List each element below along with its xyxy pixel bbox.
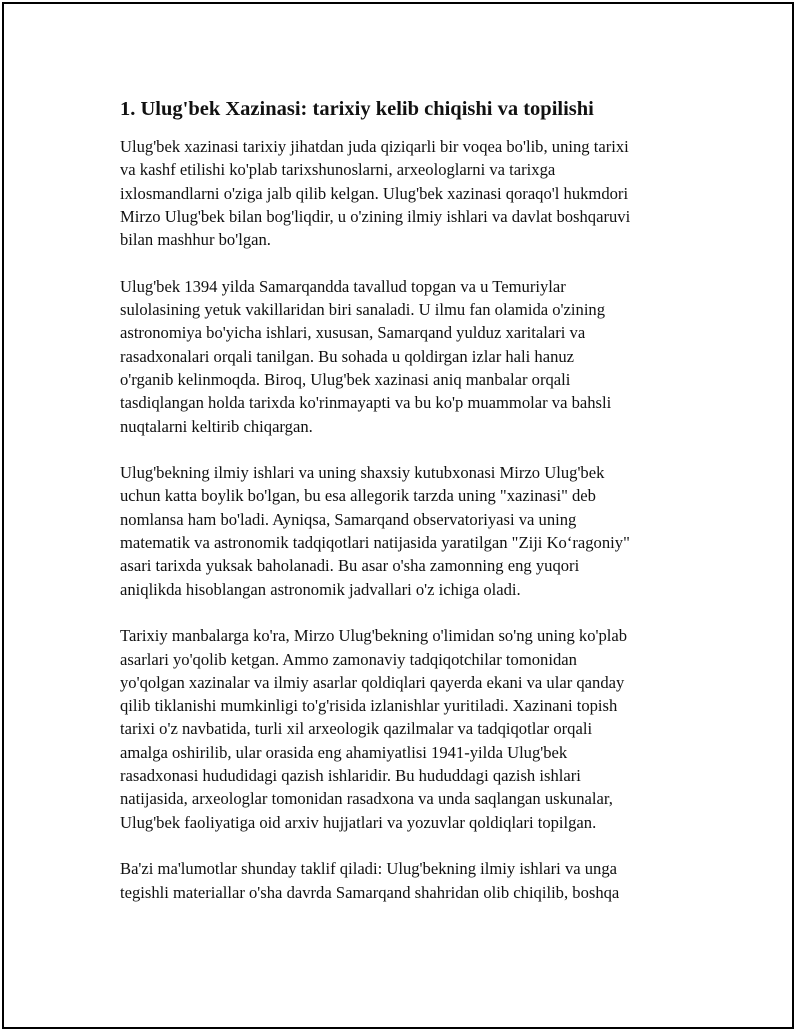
text-line: astronomiya bo'yicha ishlari, xususan, Samarqand yulduz xaritalari va: [120, 323, 586, 343]
paragraph-1: [120, 135, 692, 251]
text-line: ixlosmandlarni o'ziga jalb qilib kelgan. Ulug'bek xazinasi qoraqo'l hukmdori: [120, 183, 629, 203]
text-line: Ulug'bek xazinasi tarixiy jihatdan juda qiziqarli bir voqea bo'lib, uning tarixi: [120, 137, 629, 156]
text-line: o'rganib kelinmoqda. Biroq, Ulug'bek xazinasi aniq manbalar orqali: [120, 369, 571, 389]
text-line: rasadxonalari orqali tanilgan. Bu sohada u qoldirgan izlar hali hanuz: [120, 346, 575, 366]
text-line: nuqtalarni keltirib chiqargan.: [120, 416, 313, 436]
document-page: [2, 2, 794, 1029]
text-line: va kashf etilishi ko'plab tarixshunoslarni, arxeologlarni va tarixga: [120, 160, 556, 180]
text-line: uchun katta boylik bo'lgan, bu esa allegorik tarzda uning "xazinasi" deb: [120, 486, 596, 506]
text-line: matematik va astronomik tadqiqotlari natijasida yaratilgan "Ziji Ko‘ragoniy": [120, 533, 630, 553]
text-line: asarlari yo'qolib ketgan. Ammo zamonaviy tadqiqotchilar tomonidan: [120, 649, 577, 669]
paragraph-5: [120, 857, 692, 904]
text-line: yo'qolgan xazinalar va ilmiy asarlar qoldiqlari qayerda ekani va ular qanday: [120, 672, 625, 692]
text-line: amalga oshirilib, ular orasida eng ahamiyatlisi 1941-yilda Ulug'bek: [120, 742, 568, 762]
text-line: Ulug'bekning ilmiy ishlari va uning shaxsiy kutubxonasi Mirzo Ulug'bek: [120, 463, 605, 483]
text-line: tarixi o'z navbatida, turli xil arxeologik qazilmalar va tadqiqotlar orqali: [120, 719, 593, 739]
text-line: Ba'zi ma'lumotlar shunday taklif qiladi: Ulug'bekning ilmiy ishlari va unga: [120, 859, 618, 879]
text-line: bilan mashhur bo'lgan.: [120, 230, 271, 250]
paragraph-2: [120, 275, 692, 438]
text-line: tegishli materiallar o'sha davrda Samarqand shahridan olib chiqilib, boshqa: [120, 882, 620, 902]
paragraph-3: [120, 461, 692, 601]
text-line: tasdiqlangan holda tarixda ko'rinmayapti va bu ko'p muammolar va bahsli: [120, 393, 612, 413]
text-line: natijasida, arxeologlar tomonidan rasadxona va unda saqlangan uskunalar,: [120, 789, 613, 809]
document-body: [120, 96, 692, 927]
text-line: rasadxonasi hududidagi qazish ishlaridir. Bu hududdagi qazish ishlari: [120, 766, 581, 786]
section-heading: 1. Ulug'bek Xazinasi: tarixiy kelib chiqishi va topilishi: [120, 98, 594, 120]
text-line: aniqlikda hisoblangan astronomik jadvallari o'z ichiga oladi.: [120, 579, 521, 599]
text-line: Ulug'bek faoliyatiga oid arxiv hujjatlari va yozuvlar qoldiqlari topilgan.: [120, 812, 597, 832]
text-line: Tarixiy manbalarga ko'ra, Mirzo Ulug'bekning o'limidan so'ng uning ko'plab: [120, 626, 628, 646]
text-line: sulolasining yetuk vakillaridan biri sanaladi. U ilmu fan olamida o'zining: [120, 300, 606, 320]
paragraph-4: [120, 624, 692, 834]
text-line: nomlansa ham bo'ladi. Ayniqsa, Samarqand observatoriyasi va uning: [120, 509, 577, 529]
text-line: Ulug'bek 1394 yilda Samarqandda tavallud topgan va u Temuriylar: [120, 276, 566, 296]
text-line: qilib tiklanishi mumkinligi to'g'risida izlanishlar yuritiladi. Xazinani topish: [120, 696, 618, 716]
text-line: Mirzo Ulug'bek bilan bog'liqdir, u o'zining ilmiy ishlari va davlat boshqaruvi: [120, 206, 631, 226]
text-line: asari tarixda yuksak baholanadi. Bu asar o'sha zamonning eng yuqori: [120, 556, 580, 576]
